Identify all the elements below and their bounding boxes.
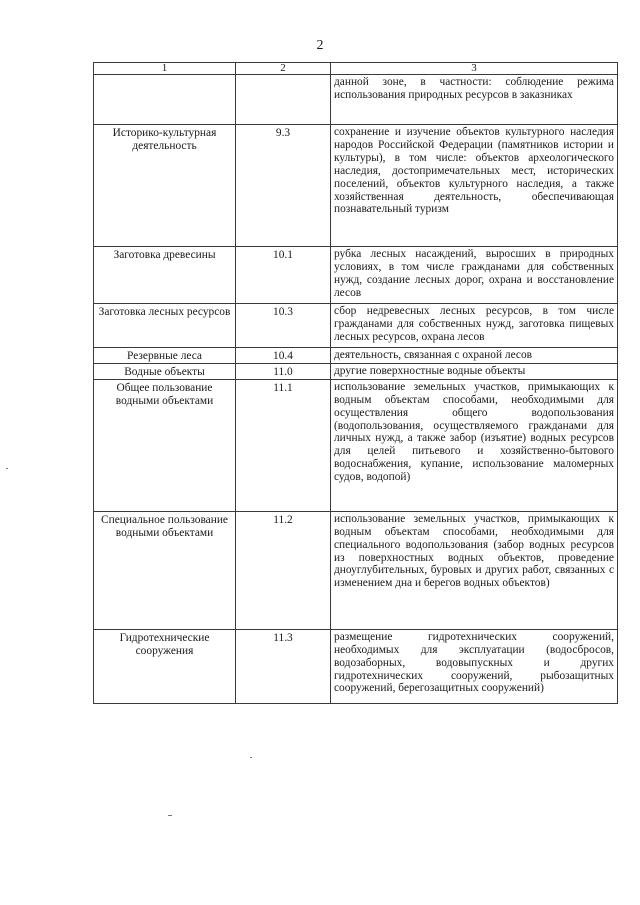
activity-description: использование земельных участков, примыкающих к водным объектам способами, необходимыми для осуществления общего водопользования (водопользования, осуществляемого гражданами для личных нужд, а также забор (изъятие) водных ресурсов для целей питьевого и хозяйственно-бытового водоснабжения, купание, использование маломерных судов, водопой) — [331, 379, 618, 511]
table-row — [94, 363, 618, 379]
activity-name: Историко-культурная деятельность — [94, 125, 236, 247]
activity-code: 11.0 — [236, 363, 331, 379]
activity-description: сохранение и изучение объектов культурного наследия народов Российской Федерации (памятников истории и культуры), в том числе: объектов археологического наследия, достопримечательных мест, исторических поселений, объектов культурного наследия, а также хозяйственная деятельность, обеспечивающая познавательный туризм — [331, 125, 618, 247]
activity-description: размещение гидротехнических сооружений, необходимых для эксплуатации (водосбросов, водозаборных, водовыпускных и других гидротехнических сооружений, рыбозащитных сооружений, берегозащитных сооружений) — [331, 629, 618, 703]
activity-code: 9.3 — [236, 125, 331, 247]
header-col-2: 2 — [236, 63, 331, 75]
activity-description: данной зоне, в частности: соблюдение режима использования природных ресурсов в заказниках — [331, 75, 618, 125]
activity-code: 11.2 — [236, 511, 331, 629]
zoning-table — [93, 62, 618, 704]
activity-name: Гидротехнические сооружения — [94, 629, 236, 703]
activity-description: другие поверхностные водные объекты — [331, 363, 618, 379]
table-row — [94, 629, 618, 703]
table-row — [94, 247, 618, 304]
activity-code — [236, 75, 331, 125]
table-header-row — [94, 63, 618, 75]
table-row — [94, 348, 618, 364]
scan-speck — [6, 468, 8, 469]
activity-description: деятельность, связанная с охраной лесов — [331, 348, 618, 364]
activity-name: Заготовка лесных ресурсов — [94, 304, 236, 348]
scan-speck — [250, 757, 252, 758]
activity-name: Водные объекты — [94, 363, 236, 379]
activity-name: Общее пользование водными объектами — [94, 379, 236, 511]
header-col-3: 3 — [331, 63, 618, 75]
activity-code: 11.3 — [236, 629, 331, 703]
activity-name: Специальное пользование водными объектами — [94, 511, 236, 629]
activity-description: использование земельных участков, примыкающих к водным объектам способами, необходимыми для специального водопользования (забор водных ресурсов из поверхностных водных объектов, проведение дноуглубительных, буровых и других работ, связанных с изменением дна и берегов водных объектов) — [331, 511, 618, 629]
table-row — [94, 511, 618, 629]
activity-code: 10.1 — [236, 247, 331, 304]
activity-code: 11.1 — [236, 379, 331, 511]
table-row — [94, 125, 618, 247]
scan-speck — [168, 815, 172, 816]
table-row — [94, 304, 618, 348]
activity-name: Резервные леса — [94, 348, 236, 364]
activity-description: рубка лесных насаждений, выросших в природных условиях, в том числе гражданами для собственных нужд, создание лесных дорог, охрана и восстановление лесов — [331, 247, 618, 304]
header-col-1: 1 — [94, 63, 236, 75]
activity-code: 10.3 — [236, 304, 331, 348]
activity-name — [94, 75, 236, 125]
activity-name: Заготовка древесины — [94, 247, 236, 304]
table-row — [94, 75, 618, 125]
activity-description: сбор недревесных лесных ресурсов, в том числе гражданами для собственных нужд, заготовка пищевых лесных ресурсов, охрана лесов — [331, 304, 618, 348]
table-row — [94, 379, 618, 511]
activity-code: 10.4 — [236, 348, 331, 364]
page-number: 2 — [316, 38, 324, 53]
